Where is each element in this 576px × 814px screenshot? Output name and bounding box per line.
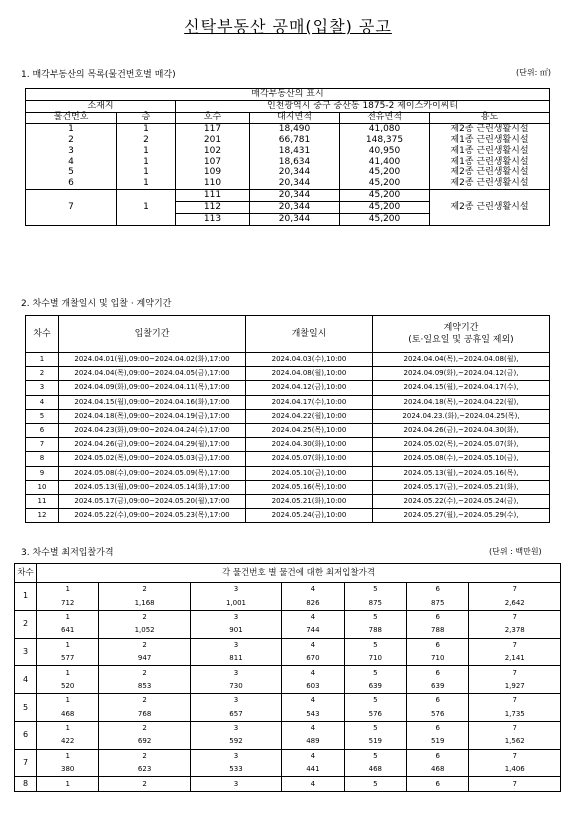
column-header: 대지면적 [250,112,340,124]
table-cell: 2024.05.02(목),~2024.05.07(화), [373,438,550,452]
table-cell: 2024.04.18(목),~2024.04.22(월), [373,395,550,409]
item-number-cell: 2 [99,610,190,624]
table-cell: 45,200 [340,190,430,202]
table-cell: 2024.05.10(금),10:00 [246,466,373,480]
price-cell: 1,735 [469,708,561,722]
table-cell: 5 [26,409,59,423]
table-cell: 11 [26,494,59,508]
table-cell: 2024.05.22(수),09:00~2024.05.23(목),17:00 [59,509,246,523]
table-cell: 2024.05.17(금),~2024.05.21(화), [373,480,550,494]
price-cell: 768 [99,708,190,722]
item-number-cell: 6 [407,583,469,597]
item-number-cell: 3 [190,610,281,624]
table-cell: 8 [26,452,59,466]
price-cell: 712 [37,596,99,610]
section2-heading: 2. 차수별 개찰일시 및 입찰 · 계약기간 [21,299,172,309]
price-row [15,735,561,749]
price-row [15,624,561,638]
column-header: 층 [117,112,176,124]
location-value: 인천광역시 중구 중산동 1875-2 제이스카이씨티 [176,100,550,112]
item-number-cell: 2 [99,666,190,680]
table-cell: 2024.04.15(월),~2024.04.17(수), [373,381,550,395]
price-cell: 657 [190,708,281,722]
section3-heading: 3. 차수별 최저입찰가격 [21,548,114,558]
item-number-row [15,777,561,791]
table-cell: 9 [26,466,59,480]
column-header: 각 물건번호 별 물건에 대한 최저입찰가격 [37,564,561,583]
table-cell: 117 [176,124,250,135]
item-number-cell: 4 [282,721,344,735]
use-cell: 제2종 근린생활시설 [430,190,550,225]
table-cell: 2024.04.15(월),09:00~2024.04.16(화),17:00 [59,395,246,409]
table-cell: 1 [117,168,176,179]
column-header: 물건번호 [26,112,117,124]
price-cell: 826 [282,596,344,610]
price-cell: 670 [282,652,344,666]
table-cell: 제1종 근린생활시설 [430,135,550,146]
table-cell: 2024.05.02(목),09:00~2024.05.03(금),17:00 [59,452,246,466]
item-number-cell: 2 [99,638,190,652]
schedule-table [25,315,550,523]
table-cell: 5 [26,168,117,179]
item-number-cell: 5 [344,638,406,652]
table-cell: 1 [26,353,59,367]
price-cell: 441 [282,763,344,777]
table-row [26,178,550,189]
price-row [15,596,561,610]
round-cell: 6 [15,721,37,749]
round-cell: 2 [15,610,37,638]
table-cell: 2024.05.08(수),~2024.05.10(금), [373,452,550,466]
column-header: 용도 [430,112,550,124]
table-cell: 제2종 근린생활시설 [430,124,550,135]
table-cell: 제1종 근린생활시설 [430,146,550,157]
table-cell: 2024.04.23(화),09:00~2024.04.24(수),17:00 [59,423,246,437]
item-number-cell: 3 [190,777,281,791]
item-number-cell: 2 [99,777,190,791]
table-cell: 1 [117,124,176,135]
price-cell: 1,052 [99,624,190,638]
table-cell: 20,344 [250,168,340,179]
property-list-table [25,88,550,226]
column-header [373,316,550,353]
price-cell: 875 [407,596,469,610]
price-cell: 1,001 [190,596,281,610]
table-cell: 40,950 [340,146,430,157]
table-cell: 112 [176,201,250,213]
price-cell: 710 [344,652,406,666]
item-number-cell: 5 [344,583,406,597]
table-cell: 1 [117,157,176,168]
item-number-cell: 6 [407,721,469,735]
table-cell: 2024.04.09(화),~2024.04.12(금), [373,367,550,381]
price-cell: 875 [344,596,406,610]
table-row [26,157,550,168]
table-cell: 18,431 [250,146,340,157]
table-row [26,367,550,381]
table-cell: 20,344 [250,201,340,213]
item-number-cell: 6 [407,638,469,652]
column-header: 차수 [26,316,59,353]
table-cell: 6 [26,178,117,189]
table-cell: 2024.04.26(금),~2024.04.30(화), [373,423,550,437]
price-cell: 468 [344,763,406,777]
table-row [26,452,550,466]
item-number-cell: 7 [469,721,561,735]
table-cell: 2024.04.12(금),10:00 [246,381,373,395]
item-number-cell: 3 [190,694,281,708]
table-row [26,480,550,494]
item-number-cell: 4 [282,666,344,680]
item-number-row [15,638,561,652]
table-cell: 2024.05.21(화),10:00 [246,494,373,508]
section3-unit: (단위 : 백만원) [489,547,542,556]
table-cell: 2024.04.08(월),10:00 [246,367,373,381]
table-row [26,381,550,395]
table-cell: 4 [26,157,117,168]
item-number-cell: 3 [190,638,281,652]
price-cell: 641 [37,624,99,638]
price-cell: 543 [282,708,344,722]
price-cell: 901 [190,624,281,638]
price-cell: 468 [407,763,469,777]
table-cell: 2024.04.17(수),10:00 [246,395,373,409]
table-cell: 6 [26,423,59,437]
table-cell: 제1종 근린생활시설 [430,157,550,168]
table-row [26,466,550,480]
price-row [15,680,561,694]
table-cell: 66,781 [250,135,340,146]
table-title-cell: 매각부동산의 표시 [26,89,550,101]
table-cell: 2024.04.09(화),09:00~2024.04.11(목),17:00 [59,381,246,395]
item-number-cell: 7 [469,666,561,680]
table-cell: 12 [26,509,59,523]
contract-period-note: (토·일요일 및 공휴일 제외) [408,335,514,345]
item-number-cell: 2 [99,721,190,735]
table-cell: 201 [176,135,250,146]
table-cell: 2024.04.25(목),10:00 [246,423,373,437]
price-cell: 519 [407,735,469,749]
price-row [15,763,561,777]
table-cell: 107 [176,157,250,168]
item-number-cell: 4 [282,610,344,624]
column-header: 개찰일시 [246,316,373,353]
table-cell: 111 [176,190,250,202]
round-cell: 3 [15,638,37,666]
table-cell: 18,634 [250,157,340,168]
table-row [26,353,550,367]
table-cell: 2024.04.01(월),09:00~2024.04.02(화),17:00 [59,353,246,367]
price-cell: 1,562 [469,735,561,749]
item-number-cell: 5 [344,694,406,708]
price-cell: 788 [344,624,406,638]
table-cell: 2024.05.17(금),09:00~2024.05.20(월),17:00 [59,494,246,508]
price-cell: 639 [407,680,469,694]
min-price-table [14,563,561,792]
table-cell: 20,344 [250,190,340,202]
item-number-cell: 3 [190,721,281,735]
price-cell: 422 [37,735,99,749]
table-row [26,438,550,452]
item-number-cell: 7 [26,190,117,225]
table-cell: 20,344 [250,213,340,225]
table-cell: 2 [26,367,59,381]
table-cell: 3 [26,146,117,157]
item-number-cell: 7 [469,583,561,597]
table-cell: 2024.05.27(월),~2024.05.29(수), [373,509,550,523]
price-cell: 380 [37,763,99,777]
table-cell: 109 [176,168,250,179]
item-number-cell: 3 [190,583,281,597]
table-cell: 1 [26,124,117,135]
price-cell: 2,378 [469,624,561,638]
table-cell: 2024.04.30(화),10:00 [246,438,373,452]
section1-heading: 1. 매각부동산의 목록(물건번호별 매각) [21,70,176,80]
table-cell: 2024.04.03(수),10:00 [246,353,373,367]
column-header: 차수 [15,564,37,583]
price-cell: 2,642 [469,596,561,610]
header-row [15,564,561,583]
table-row [26,135,550,146]
price-cell: 788 [407,624,469,638]
table-cell: 41,400 [340,157,430,168]
table-cell: 45,200 [340,168,430,179]
table-cell: 2024.05.22(수),~2024.05.24(금), [373,494,550,508]
item-number-row [15,721,561,735]
item-number-cell: 6 [407,749,469,763]
header-row [26,112,550,124]
table-cell: 2024.04.04(목),~2024.04.08(월), [373,353,550,367]
table-cell: 2024.05.24(금),10:00 [246,509,373,523]
table-cell: 2 [26,135,117,146]
price-cell: 1,168 [99,596,190,610]
price-row [15,652,561,666]
item-number-cell: 7 [469,749,561,763]
item-number-cell: 6 [407,666,469,680]
table-cell: 2024.05.08(수),09:00~2024.05.09(목),17:00 [59,466,246,480]
round-cell: 5 [15,694,37,722]
item-number-cell: 6 [407,777,469,791]
table-row [26,168,550,179]
item-number-row [15,610,561,624]
price-cell: 576 [407,708,469,722]
table-row [26,423,550,437]
table-cell: 113 [176,213,250,225]
item-number-cell: 1 [37,583,99,597]
price-cell: 576 [344,708,406,722]
item-number-cell: 4 [282,694,344,708]
table-cell: 7 [26,438,59,452]
table-cell: 1 [117,146,176,157]
table-cell: 2024.05.07(화),10:00 [246,452,373,466]
location-row [26,100,550,112]
price-cell: 577 [37,652,99,666]
item-number-cell: 7 [469,610,561,624]
item-number-cell: 5 [344,777,406,791]
item-number-cell: 5 [344,666,406,680]
table-cell: 102 [176,146,250,157]
item-number-row [15,694,561,708]
table-cell: 2 [117,135,176,146]
table-cell: 2024.05.13(월),09:00~2024.05.14(화),17:00 [59,480,246,494]
item-number-cell: 2 [99,583,190,597]
column-header: 전유면적 [340,112,430,124]
round-cell: 1 [15,583,37,611]
item-number-cell: 4 [282,749,344,763]
price-row [15,708,561,722]
table-cell: 3 [26,381,59,395]
table-row [26,190,550,202]
header-row [26,316,550,353]
price-cell: 730 [190,680,281,694]
table-cell: 41,080 [340,124,430,135]
price-cell: 519 [344,735,406,749]
item-number-cell: 5 [344,749,406,763]
table-cell: 2024.04.18(목),09:00~2024.04.19(금),17:00 [59,409,246,423]
price-cell: 853 [99,680,190,694]
item-number-row [15,583,561,597]
table-row [26,395,550,409]
item-number-cell: 5 [344,721,406,735]
contract-period-label: 계약기간 [443,322,479,333]
item-number-cell: 2 [99,694,190,708]
item-number-cell: 1 [37,694,99,708]
table-cell: 18,490 [250,124,340,135]
table-cell: 148,375 [340,135,430,146]
price-cell: 1,406 [469,763,561,777]
table-cell: 제2종 근린생활시설 [430,168,550,179]
round-cell: 4 [15,666,37,694]
price-cell: 468 [37,708,99,722]
table-cell: 2024.04.04(목),09:00~2024.04.05(금),17:00 [59,367,246,381]
location-label: 소재지 [26,100,176,112]
table-cell: 4 [26,395,59,409]
price-cell: 520 [37,680,99,694]
price-cell: 811 [190,652,281,666]
item-number-cell: 2 [99,749,190,763]
item-number-cell: 7 [469,638,561,652]
table-cell: 110 [176,178,250,189]
item-number-cell: 1 [37,638,99,652]
price-cell: 592 [190,735,281,749]
table-row [26,146,550,157]
table-cell: 2024.04.23.(화),~2024.04.25(목), [373,409,550,423]
item-number-cell: 1 [37,721,99,735]
item-number-cell: 4 [282,583,344,597]
item-number-row [15,666,561,680]
page-title: 신탁부동산 공매(입찰) 공고 [184,17,392,36]
price-cell: 639 [344,680,406,694]
item-number-cell: 6 [407,694,469,708]
item-number-cell: 3 [190,749,281,763]
item-number-cell: 1 [37,749,99,763]
table-cell: 20,344 [250,178,340,189]
table-cell: 45,200 [340,201,430,213]
item-number-cell: 7 [469,777,561,791]
section1-unit: (단위: ㎡) [516,68,551,77]
item-number-cell: 6 [407,610,469,624]
table-row [26,509,550,523]
table-cell: 2024.05.16(목),10:00 [246,480,373,494]
table-cell: 10 [26,480,59,494]
price-cell: 603 [282,680,344,694]
item-number-cell: 1 [37,610,99,624]
price-cell: 489 [282,735,344,749]
item-number-cell: 4 [282,777,344,791]
table-cell: 2024.04.22(월),10:00 [246,409,373,423]
round-cell: 7 [15,749,37,777]
table-cell: 45,200 [340,213,430,225]
table-row [26,494,550,508]
table-cell: 2024.04.26(금),09:00~2024.04.29(월),17:00 [59,438,246,452]
table-title-row [26,89,550,101]
floor-cell: 1 [117,190,176,225]
item-number-cell: 7 [469,694,561,708]
item-number-cell: 1 [37,666,99,680]
column-header: 입찰기간 [59,316,246,353]
price-cell: 710 [407,652,469,666]
column-header: 호수 [176,112,250,124]
item-number-cell: 1 [37,777,99,791]
table-cell: 1 [117,178,176,189]
table-cell: 제2종 근린생활시설 [430,178,550,189]
price-cell: 533 [190,763,281,777]
price-cell: 1,927 [469,680,561,694]
price-cell: 2,141 [469,652,561,666]
price-cell: 623 [99,763,190,777]
price-cell: 692 [99,735,190,749]
item-number-cell: 3 [190,666,281,680]
table-row [26,409,550,423]
item-number-cell: 4 [282,638,344,652]
table-cell: 45,200 [340,178,430,189]
table-cell: 2024.05.13(월),~2024.05.16(목), [373,466,550,480]
round-cell: 8 [15,777,37,791]
item-number-cell: 5 [344,610,406,624]
table-row [26,124,550,135]
price-cell: 947 [99,652,190,666]
price-cell: 744 [282,624,344,638]
item-number-row [15,749,561,763]
